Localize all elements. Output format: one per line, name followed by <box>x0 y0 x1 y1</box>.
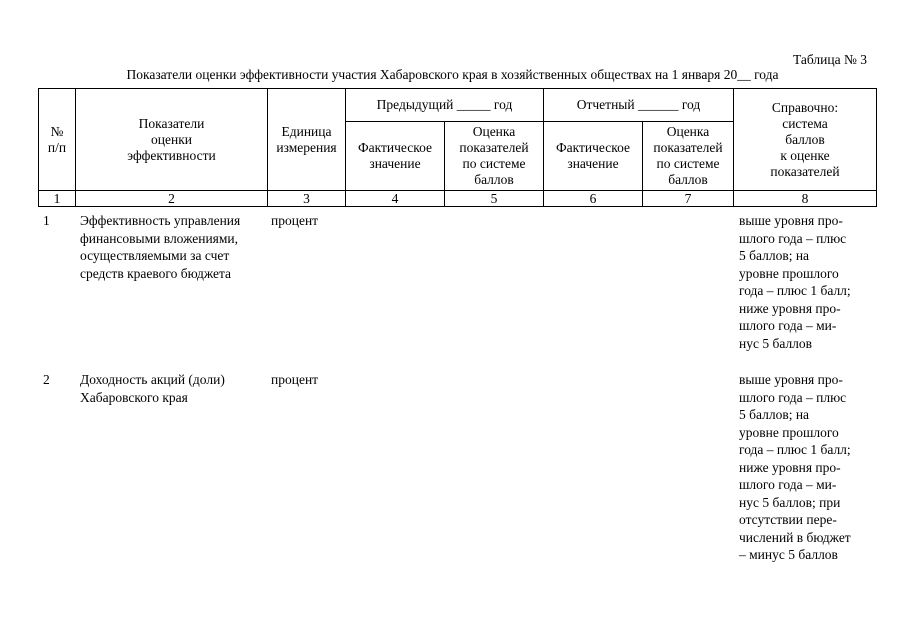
document-title: Показатели оценки эффективности участия Хабаровского края в хозяйственных обществах на 1 января 20__ года <box>126 67 779 82</box>
header-reference: Справочно: система баллов к оценке показателей <box>734 89 877 191</box>
row-indicator: Эффективность управления финансовыми вложениями, осуществляемыми за счет средств краевого бюджета <box>80 213 241 281</box>
header-prev-year: Предыдущий _____ год <box>346 89 544 122</box>
header-prev-actual: Фактическое значение <box>346 122 445 191</box>
header-report-year: Отчетный ______ год <box>544 89 734 122</box>
row-reference: выше уровня про- шлого года – плюс 5 баллов; на уровне прошлого года – плюс 1 балл; ниже уровня про- шлого года – ми- нус 5 баллов; при отсутствии пере- числений в бюджет – минус 5 баллов <box>739 372 851 562</box>
table-number: Таблица № 3 <box>793 52 867 67</box>
row-indicator: Доходность акций (доли) Хабаровского края <box>80 372 225 405</box>
header-unit: Единица измерения <box>268 89 346 191</box>
row-num: 2 <box>43 372 50 387</box>
table-row <box>38 371 876 564</box>
row-reference: выше уровня про- шлого года – плюс 5 баллов; на уровне прошлого года – плюс 1 балл; ниже уровня про- шлого года – ми- нус 5 баллов <box>739 213 851 351</box>
col-number: 4 <box>346 191 445 207</box>
header-indicator: Показатели оценки эффективности <box>76 89 268 191</box>
header-report-score: Оценка показателей по системе баллов <box>643 122 734 191</box>
col-number: 7 <box>643 191 734 207</box>
col-number: 1 <box>39 191 76 207</box>
col-number: 3 <box>268 191 346 207</box>
header-report-actual: Фактическое значение <box>544 122 643 191</box>
col-number: 6 <box>544 191 643 207</box>
row-unit: процент <box>271 213 319 228</box>
row-unit: процент <box>271 372 319 387</box>
col-number: 8 <box>734 191 877 207</box>
header-prev-score: Оценка показателей по системе баллов <box>445 122 544 191</box>
col-number: 5 <box>445 191 544 207</box>
indicators-table-header <box>38 88 877 207</box>
header-num: № п/п <box>39 89 76 191</box>
row-num: 1 <box>43 213 50 228</box>
indicators-table-body <box>38 212 876 564</box>
table-row <box>38 212 876 371</box>
col-number: 2 <box>76 191 268 207</box>
